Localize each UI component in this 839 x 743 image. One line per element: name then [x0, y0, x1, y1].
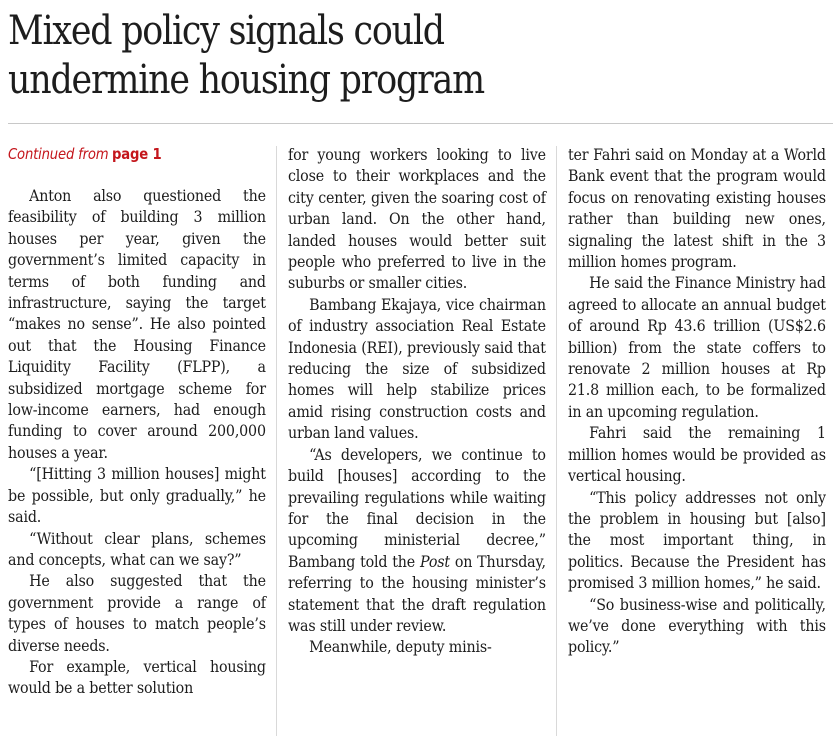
headline-divider [8, 123, 833, 124]
article-column-2 [288, 144, 546, 658]
paragraph-text: on Thursday, referring to the housing minister’s statement that the draft regulation was still under review. [288, 551, 546, 635]
paragraph: “So business-wise and politically, we’ve done everything with this policy.” [568, 594, 826, 657]
paragraph-text: “As developers, we continue to build [houses] according to the prevailing regulations while waiting for the final decision in the upcoming ministerial decree,” Bambang told the [288, 444, 546, 571]
paragraph: ter Fahri said on Monday at a World Bank event that the program would focus on renovating existing houses rather than building new ones, signaling the latest shift in the 3 million homes program. [568, 145, 826, 272]
article-column-1 [8, 144, 266, 699]
headline-line-2: undermine housing program [8, 55, 484, 103]
paragraph: Meanwhile, deputy minis- [309, 637, 492, 657]
paragraph: Anton also questioned the feasibility of building 3 million houses per year, given the government’s limited capacity in terms of both funding and infrastructure, saying the target “makes no sense”. He also pointed out that the Housing Finance Liquidity Facility (FLPP), a subsidized mortgage scheme for low-income earners, had enough funding to cover around 200,000 houses a year. [8, 186, 266, 462]
paragraph: Fahri said the remaining 1 million homes would be provided as vertical housing. [568, 423, 826, 486]
paragraph: Bambang Ekajaya, vice chairman of industry association Real Estate Indonesia (REI), previously said that reducing the size of subsidized homes will help stabilize prices amid rising construction costs and urban land values. [288, 294, 546, 443]
continued-from-label [8, 144, 266, 164]
publication-name: Post [419, 551, 450, 571]
paragraph [288, 444, 546, 637]
headline-line-1: Mixed policy signals could [8, 6, 444, 54]
paragraph: “[Hitting 3 million houses] might be possible, but only gradually,” he said. [8, 464, 266, 527]
continued-from-text: Continued from [8, 145, 109, 163]
article-column-3 [568, 144, 826, 658]
paragraph: “This policy addresses not only the problem in housing but [also] the most important thing, in politics. Because the President has promised 3 million homes,” he said. [568, 487, 826, 593]
paragraph: He also suggested that the government provide a range of types of houses to match people’s diverse needs. [8, 571, 266, 655]
paragraph: He said the Finance Ministry had agreed to allocate an annual budget of around Rp 43.6 trillion (US$2.6 billion) from the state coffers to renovate 2 million houses at Rp 21.8 million each, to be formalized in an upcoming regulation. [568, 273, 826, 421]
paragraph: “Without clear plans, schemes and concepts, what can we say?” [8, 528, 266, 569]
continued-from-page-link[interactable]: page 1 [112, 145, 162, 163]
headline [8, 6, 718, 104]
column-divider [556, 146, 557, 736]
column-divider [276, 146, 277, 736]
paragraph: for young workers looking to live close to their workplaces and the city center, given the soaring cost of urban land. On the other hand, landed houses would better suit people who preferred to live in the suburbs or smaller cities. [288, 145, 546, 293]
paragraph: For example, vertical housing would be a better solution [8, 656, 266, 698]
